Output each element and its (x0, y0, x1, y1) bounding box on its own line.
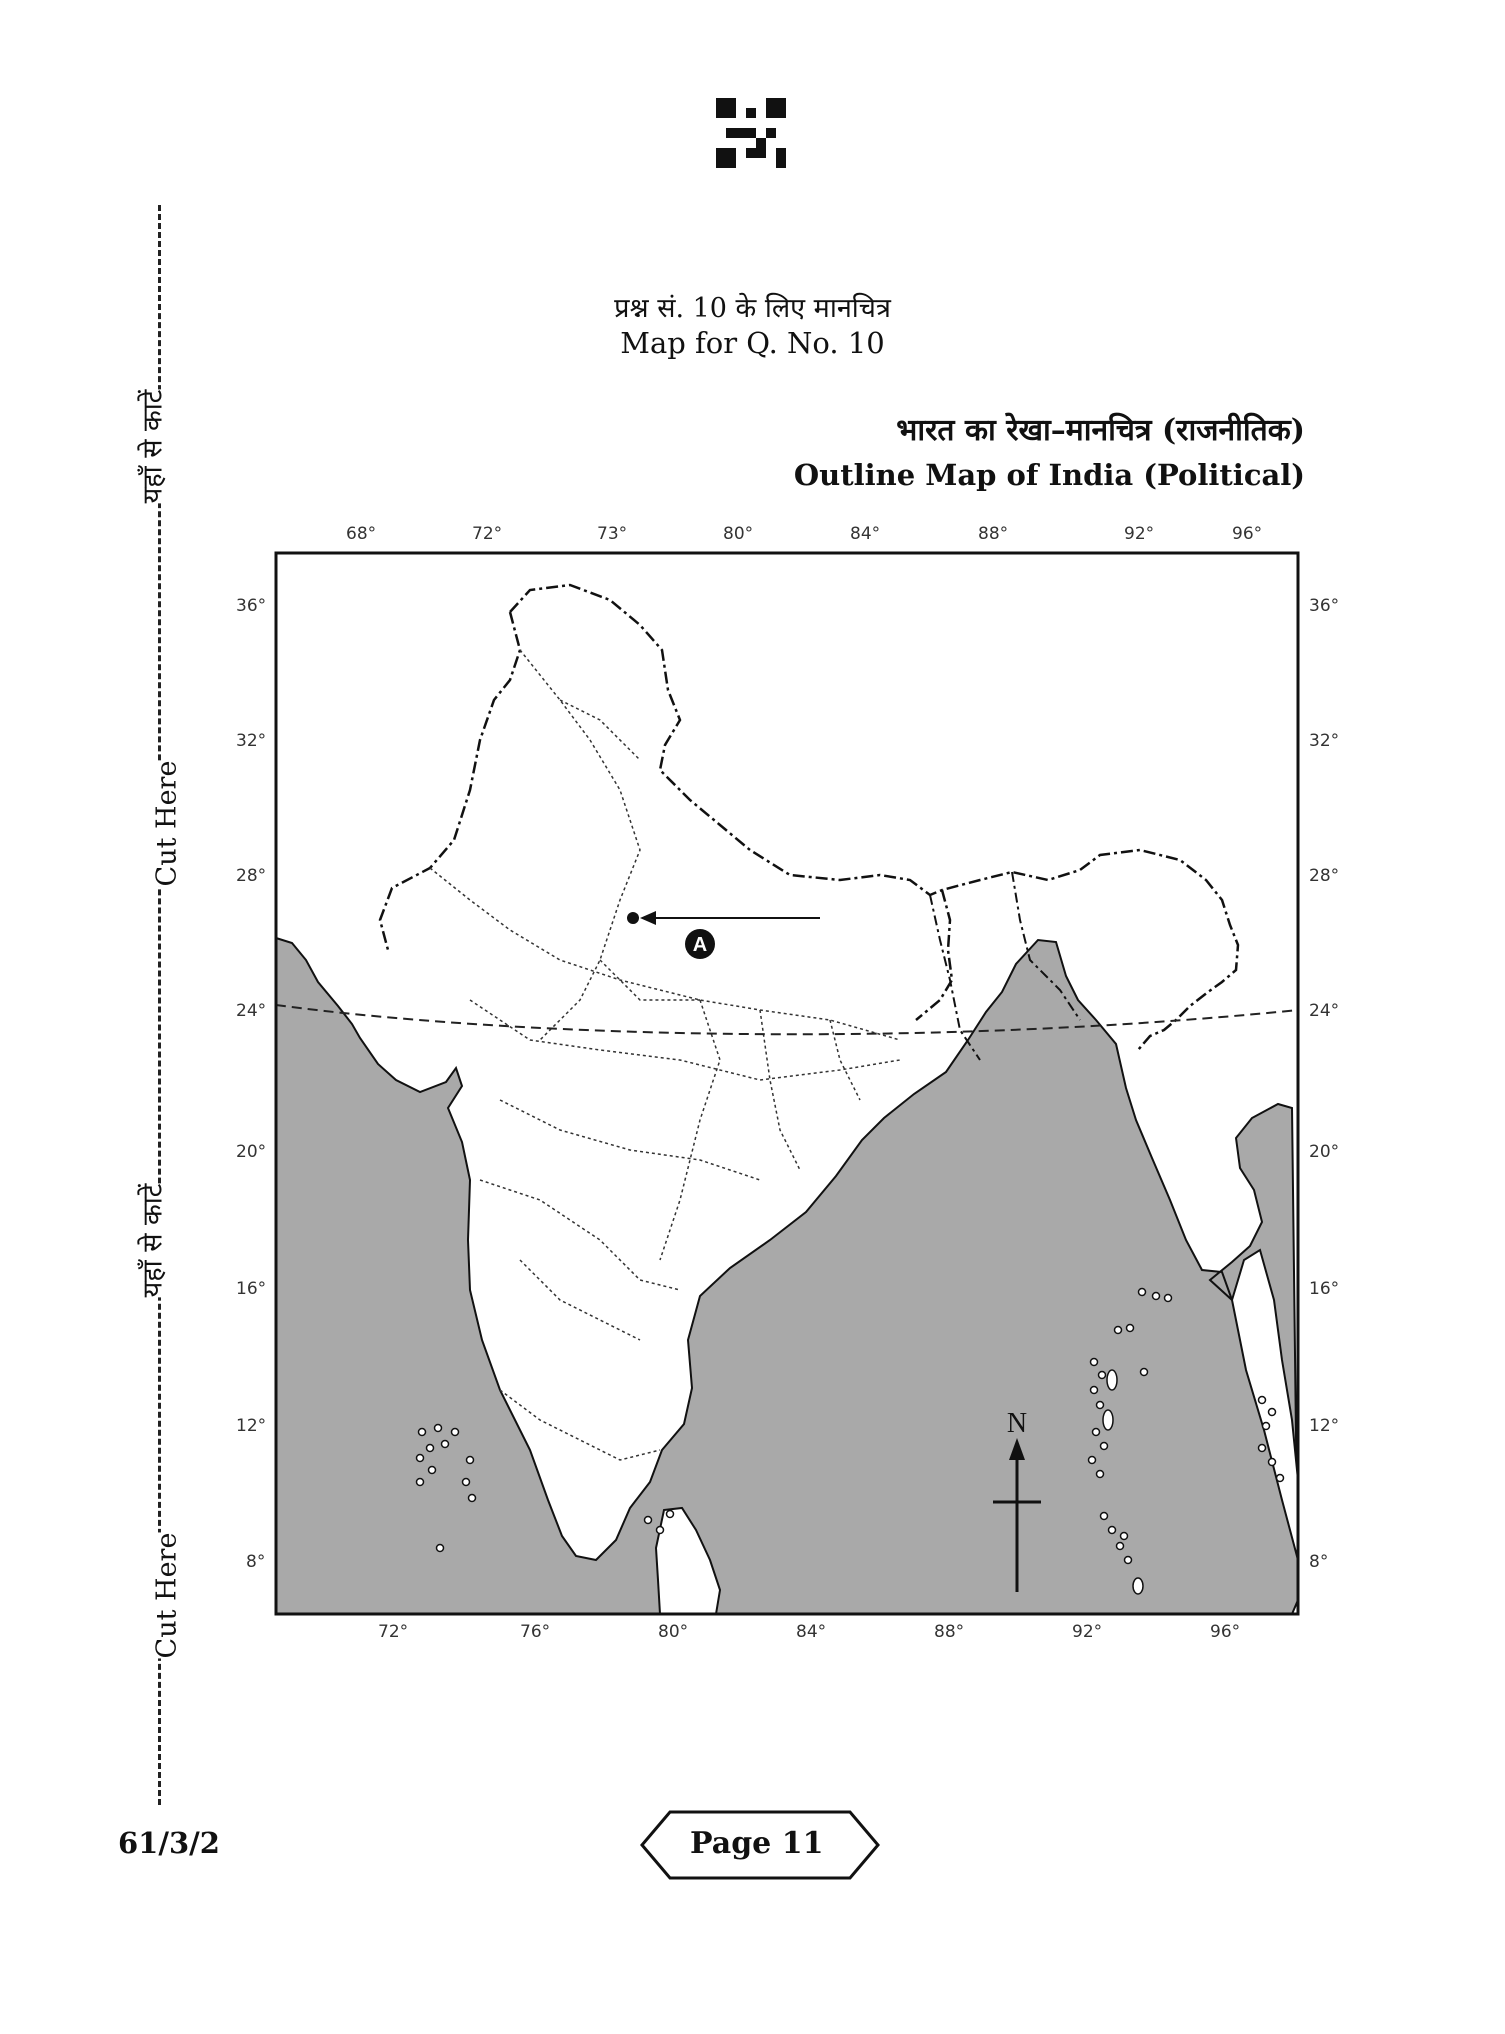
cut-label-hindi: यहाँ से काटें (132, 390, 169, 504)
marker-point (627, 912, 639, 924)
marker-arrowhead (640, 911, 656, 925)
bottom-longitude-label: 76° (520, 1622, 551, 1642)
bottom-longitude-label: 88° (934, 1622, 965, 1642)
right-latitude-label: 28° (1309, 866, 1340, 886)
left-latitude-label: 20° (236, 1142, 267, 1162)
sea-area (276, 938, 1298, 1614)
bottom-longitude-label: 72° (378, 1622, 409, 1642)
tropic-of-cancer (276, 1005, 1298, 1034)
top-longitude-label: 88° (978, 524, 1009, 544)
bottom-longitude-label: 84° (796, 1622, 827, 1642)
left-latitude-label: 8° (246, 1552, 266, 1572)
right-latitude-label: 12° (1309, 1416, 1340, 1436)
cut-label-english: Cut Here (151, 760, 183, 887)
left-latitude-label: 32° (236, 731, 267, 751)
right-latitude-label: 32° (1309, 731, 1340, 751)
bottom-longitude-label: 92° (1072, 1622, 1103, 1642)
top-longitude-label: 92° (1124, 524, 1155, 544)
top-longitude-label: 72° (472, 524, 503, 544)
marker-label: A (692, 934, 708, 956)
right-latitude-label: 24° (1309, 1001, 1340, 1021)
cut-label-hindi: यहाँ से काटें (132, 1184, 169, 1298)
right-latitude-label: 36° (1309, 596, 1340, 616)
map-title-english: Outline Map of India (Political) (793, 458, 1305, 492)
question-heading-hindi: प्रश्न सं. 10 के लिए मानचित्र (614, 293, 891, 324)
north-label: N (1006, 1408, 1028, 1439)
cut-label-english: Cut Here (151, 1532, 183, 1659)
right-latitude-label: 20° (1309, 1142, 1340, 1162)
top-longitude-label: 68° (346, 524, 377, 544)
left-latitude-label: 28° (236, 866, 267, 886)
right-latitude-label: 16° (1309, 1279, 1340, 1299)
top-longitude-label: 80° (723, 524, 754, 544)
top-longitude-label: 96° (1232, 524, 1263, 544)
left-latitude-label: 16° (236, 1279, 267, 1299)
question-heading-english: Map for Q. No. 10 (620, 326, 885, 360)
top-longitude-label: 84° (850, 524, 881, 544)
left-latitude-label: 36° (236, 596, 267, 616)
right-latitude-label: 8° (1309, 1552, 1329, 1572)
top-longitude-label: 73° (597, 524, 628, 544)
bottom-longitude-label: 96° (1210, 1622, 1241, 1642)
paper-code: 61/3/2 (118, 1826, 220, 1860)
map-title-hindi: भारत का रेखा–मानचित्र (राजनीतिक) (896, 413, 1305, 448)
india-outline (380, 585, 1238, 1050)
bottom-longitude-label: 80° (658, 1622, 689, 1642)
page-number: Page 11 (690, 1826, 824, 1861)
left-latitude-label: 24° (236, 1001, 267, 1021)
left-latitude-label: 12° (236, 1416, 267, 1436)
